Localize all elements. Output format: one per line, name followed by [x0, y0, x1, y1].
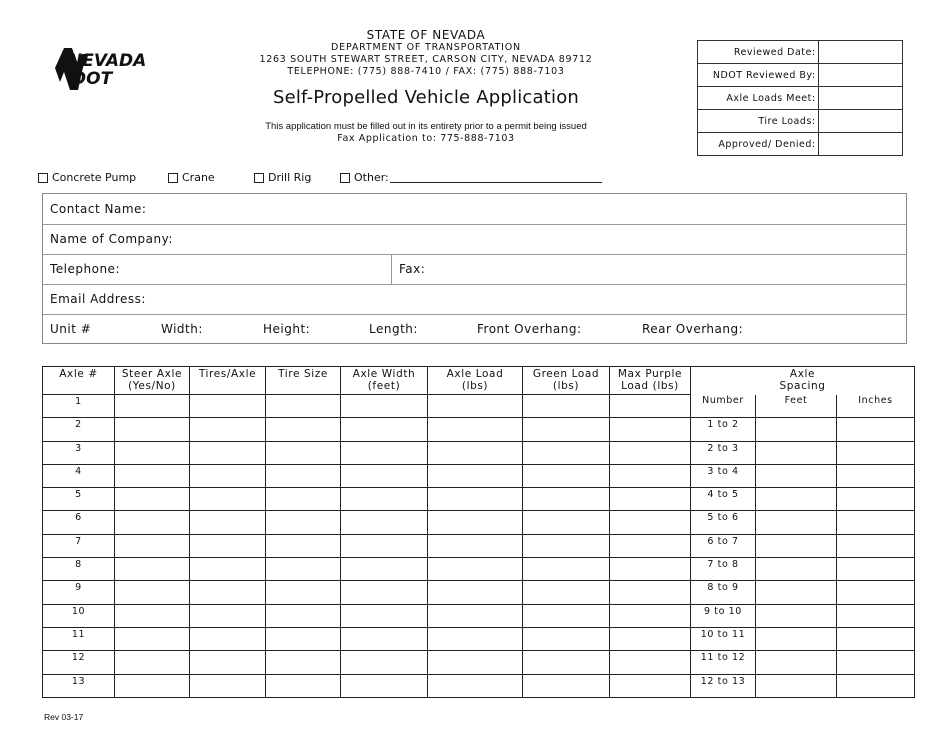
spacing-feet-header: Feet	[756, 395, 837, 418]
approved-denied-label: Approved/ Denied:	[698, 133, 819, 156]
tires-axle-cell[interactable]	[190, 418, 266, 441]
spacing-inches-cell[interactable]	[837, 488, 915, 511]
green-load-cell[interactable]	[523, 441, 610, 464]
page-title: Self-Propelled Vehicle Application	[272, 87, 580, 108]
department-heading: DEPARTMENT OF TRANSPORTATION	[331, 42, 521, 53]
header-axle-width-sub: (feet)	[367, 380, 401, 392]
axle-load-cell[interactable]	[428, 674, 523, 697]
email-label: Email Address:	[50, 292, 146, 306]
table-row	[43, 558, 915, 581]
spacing-inches-cell[interactable]	[837, 418, 915, 441]
company-name-row[interactable]	[43, 224, 906, 255]
axle-load-cell[interactable]	[428, 627, 523, 650]
max-purple-load-cell[interactable]	[610, 488, 691, 511]
axle-width-cell[interactable]	[341, 441, 428, 464]
drill-rig-label: Drill Rig	[268, 171, 312, 184]
header-steer-axle-text: Steer Axle	[121, 368, 183, 380]
axle-width-cell[interactable]	[341, 488, 428, 511]
spacing-inches-cell[interactable]	[837, 534, 915, 557]
approved-denied-field[interactable]	[818, 133, 902, 156]
spacing-feet-cell[interactable]	[756, 558, 837, 581]
header-axle-spacing-text: Axle	[789, 368, 816, 380]
axle-loads-meet-field[interactable]	[818, 87, 902, 110]
reviewed-date-label: Reviewed Date:	[698, 41, 819, 64]
header-axle-width-text: Axle Width	[352, 368, 416, 380]
tire-size-cell[interactable]	[266, 488, 341, 511]
tires-axle-cell[interactable]	[190, 441, 266, 464]
table-row	[43, 627, 915, 650]
steer-axle-cell[interactable]	[115, 441, 190, 464]
dimensions-row[interactable]	[43, 314, 906, 344]
spacing-feet-cell[interactable]	[756, 464, 837, 487]
header-axle-load	[428, 367, 523, 395]
axle-load-cell[interactable]	[428, 418, 523, 441]
steer-axle-cell[interactable]	[115, 674, 190, 697]
tire-size-cell[interactable]	[266, 464, 341, 487]
telephone-label: Telephone:	[50, 262, 120, 276]
max-purple-load-cell[interactable]	[610, 511, 691, 534]
axle-width-cell[interactable]	[341, 651, 428, 674]
axle-load-cell[interactable]	[428, 395, 523, 418]
header-max-purple-sub: Load (lbs)	[621, 380, 679, 392]
header-tires-axle-text: Tires/Axle	[198, 368, 257, 380]
axle-width-cell[interactable]	[341, 534, 428, 557]
spacing-inches-cell[interactable]	[837, 464, 915, 487]
crane-label: Crane	[182, 171, 215, 184]
table-row	[43, 604, 915, 627]
steer-axle-cell[interactable]	[115, 604, 190, 627]
spacing-number-cell: 7 to 8	[691, 558, 756, 581]
checkbox-concrete-pump[interactable]	[38, 171, 136, 184]
concrete-pump-label: Concrete Pump	[52, 171, 137, 184]
steer-axle-cell[interactable]	[115, 534, 190, 557]
spacing-feet-cell[interactable]	[756, 604, 837, 627]
axle-number-cell: 9	[43, 581, 115, 604]
axle-number-cell: 7	[43, 534, 115, 557]
axle-width-cell[interactable]	[341, 418, 428, 441]
header-green-load	[523, 367, 610, 395]
tire-size-cell[interactable]	[266, 674, 341, 697]
spacing-inches-cell[interactable]	[837, 627, 915, 650]
spacing-feet-cell[interactable]	[756, 674, 837, 697]
spacing-number-cell: 10 to 11	[691, 627, 756, 650]
max-purple-load-cell[interactable]	[610, 534, 691, 557]
tire-size-cell[interactable]	[266, 441, 341, 464]
axle-load-cell[interactable]	[428, 651, 523, 674]
max-purple-load-cell[interactable]	[610, 674, 691, 697]
header-axle-spacing-sub: Spacing	[779, 380, 826, 392]
checkbox-other[interactable]	[340, 171, 602, 184]
state-heading: STATE OF NEVADA	[366, 28, 486, 42]
tire-size-cell[interactable]	[266, 651, 341, 674]
axle-number-cell: 3	[43, 441, 115, 464]
header-axle-width	[341, 367, 428, 395]
header-green-load-text: Green Load	[532, 368, 600, 380]
steer-axle-cell[interactable]	[115, 511, 190, 534]
spacing-inches-cell[interactable]	[837, 581, 915, 604]
spacing-inches-header: Inches	[837, 395, 915, 418]
spacing-feet-cell[interactable]	[756, 651, 837, 674]
header-steer-axle	[115, 367, 190, 395]
spacing-inches-cell[interactable]	[837, 674, 915, 697]
contact-name-row[interactable]	[43, 194, 906, 225]
axle-width-cell[interactable]	[341, 581, 428, 604]
tire-size-cell[interactable]	[266, 581, 341, 604]
tires-axle-cell[interactable]	[190, 627, 266, 650]
spacing-feet-cell[interactable]	[756, 418, 837, 441]
green-load-cell[interactable]	[523, 488, 610, 511]
axle-load-cell[interactable]	[428, 441, 523, 464]
green-load-cell[interactable]	[523, 534, 610, 557]
tire-size-cell[interactable]	[266, 627, 341, 650]
company-name-label: Name of Company:	[50, 232, 173, 246]
tire-size-cell[interactable]	[266, 395, 341, 418]
height-label: Height:	[263, 322, 311, 336]
spacing-inches-cell[interactable]	[837, 511, 915, 534]
axle-load-cell[interactable]	[428, 464, 523, 487]
max-purple-load-cell[interactable]	[610, 418, 691, 441]
checkbox-icon[interactable]	[38, 173, 48, 183]
header-axle-number-text: Axle #	[59, 368, 98, 380]
spacing-number-cell: 9 to 10	[691, 604, 756, 627]
header-max-purple-load	[610, 367, 691, 395]
steer-axle-cell[interactable]	[115, 418, 190, 441]
axle-load-cell[interactable]	[428, 558, 523, 581]
spacing-number-cell: 11 to 12	[691, 651, 756, 674]
table-row	[43, 674, 915, 697]
green-load-cell[interactable]	[523, 511, 610, 534]
ndot-reviewed-by-field[interactable]	[818, 64, 902, 87]
spacing-number-header: Number	[691, 395, 756, 418]
review-box	[697, 40, 903, 156]
spacing-inches-cell[interactable]	[837, 604, 915, 627]
axle-load-cell[interactable]	[428, 534, 523, 557]
axle-loads-meet-label: Axle Loads Meet:	[698, 87, 819, 110]
spacing-feet-cell[interactable]	[756, 511, 837, 534]
checkbox-icon[interactable]	[254, 173, 264, 183]
tire-loads-label: Tire Loads:	[698, 110, 819, 133]
green-load-cell[interactable]	[523, 395, 610, 418]
applicant-info-box	[42, 193, 907, 344]
front-overhang-label: Front Overhang:	[477, 322, 582, 336]
max-purple-load-cell[interactable]	[610, 395, 691, 418]
spacing-inches-cell[interactable]	[837, 441, 915, 464]
table-row	[43, 488, 915, 511]
green-load-cell[interactable]	[523, 581, 610, 604]
steer-axle-cell[interactable]	[115, 464, 190, 487]
tire-size-cell[interactable]	[266, 604, 341, 627]
reviewed-date-field[interactable]	[818, 41, 902, 64]
logo-dot-text: DOT	[72, 69, 113, 89]
row-divider	[391, 254, 392, 284]
spacing-inches-cell[interactable]	[837, 651, 915, 674]
max-purple-load-cell[interactable]	[610, 581, 691, 604]
header-max-purple-text: Max Purple	[617, 368, 683, 380]
table-row	[43, 441, 915, 464]
fax-label: Fax:	[399, 262, 426, 276]
axle-width-cell[interactable]	[341, 395, 428, 418]
axle-number-cell: 11	[43, 627, 115, 650]
header-axle-number	[43, 367, 115, 395]
checkbox-drill-rig[interactable]	[254, 171, 311, 184]
table-row	[43, 511, 915, 534]
tires-axle-cell[interactable]	[190, 534, 266, 557]
tire-size-cell[interactable]	[266, 558, 341, 581]
ndot-reviewed-by-label: NDOT Reviewed By:	[698, 64, 819, 87]
axle-number-cell: 8	[43, 558, 115, 581]
tire-size-cell[interactable]	[266, 511, 341, 534]
tires-axle-cell[interactable]	[190, 604, 266, 627]
header-axle-spacing	[691, 367, 915, 395]
axle-number-cell: 13	[43, 674, 115, 697]
tires-axle-cell[interactable]	[190, 488, 266, 511]
axle-width-cell[interactable]	[341, 511, 428, 534]
checkbox-crane[interactable]	[168, 171, 215, 184]
header-axle-load-text: Axle Load	[446, 368, 504, 380]
axle-table	[42, 366, 915, 698]
steer-axle-cell[interactable]	[115, 395, 190, 418]
telephone-line: TELEPHONE: (775) 888-7410 / FAX: (775) 888-7103	[287, 66, 565, 77]
steer-axle-cell[interactable]	[115, 627, 190, 650]
revision-label: Rev 03-17	[44, 712, 84, 722]
length-label: Length:	[369, 322, 418, 336]
unit-label: Unit #	[50, 322, 92, 336]
nevada-dot-logo	[52, 46, 148, 92]
table-row	[43, 651, 915, 674]
spacing-feet-cell[interactable]	[756, 534, 837, 557]
spacing-number-cell: 5 to 6	[691, 511, 756, 534]
spacing-number-cell: 4 to 5	[691, 488, 756, 511]
tires-axle-cell[interactable]	[190, 651, 266, 674]
steer-axle-cell[interactable]	[115, 651, 190, 674]
checkbox-icon[interactable]	[340, 173, 350, 183]
axle-load-cell[interactable]	[428, 581, 523, 604]
fax-line: Fax Application to: 775-888-7103	[337, 133, 515, 144]
axle-width-cell[interactable]	[341, 674, 428, 697]
max-purple-load-cell[interactable]	[610, 464, 691, 487]
tires-axle-cell[interactable]	[190, 558, 266, 581]
axle-number-cell: 12	[43, 651, 115, 674]
axle-number-cell: 10	[43, 604, 115, 627]
spacing-feet-cell[interactable]	[756, 581, 837, 604]
other-label: Other:	[354, 171, 389, 184]
header-axle-load-sub: (lbs)	[461, 380, 489, 392]
axle-load-cell[interactable]	[428, 488, 523, 511]
logo-nevada-text: NEVADA	[68, 51, 147, 71]
tires-axle-cell[interactable]	[190, 581, 266, 604]
tire-size-cell[interactable]	[266, 418, 341, 441]
green-load-cell[interactable]	[523, 651, 610, 674]
max-purple-load-cell[interactable]	[610, 627, 691, 650]
address-line: 1263 SOUTH STEWART STREET, CARSON CITY, NEVADA 89712	[259, 54, 593, 65]
table-row	[43, 464, 915, 487]
axle-load-cell[interactable]	[428, 511, 523, 534]
tires-axle-cell[interactable]	[190, 511, 266, 534]
green-load-cell[interactable]	[523, 627, 610, 650]
green-load-cell[interactable]	[523, 604, 610, 627]
header-tire-size	[266, 367, 341, 395]
spacing-inches-cell[interactable]	[837, 558, 915, 581]
table-row	[43, 534, 915, 557]
spacing-number-cell: 8 to 9	[691, 581, 756, 604]
table-row	[43, 395, 915, 418]
axle-width-cell[interactable]	[341, 558, 428, 581]
axle-number-cell: 4	[43, 464, 115, 487]
tires-axle-cell[interactable]	[190, 464, 266, 487]
header-tires-axle	[190, 367, 266, 395]
checkbox-icon[interactable]	[168, 173, 178, 183]
header-tire-size-text: Tire Size	[278, 368, 328, 380]
axle-number-cell: 2	[43, 418, 115, 441]
axle-number-cell: 6	[43, 511, 115, 534]
spacing-feet-cell[interactable]	[756, 627, 837, 650]
green-load-cell[interactable]	[523, 464, 610, 487]
axle-width-cell[interactable]	[341, 627, 428, 650]
max-purple-load-cell[interactable]	[610, 558, 691, 581]
other-input-line[interactable]	[390, 172, 602, 183]
header-steer-axle-sub: (Yes/No)	[128, 380, 176, 392]
instruction-note: This application must be filled out in its entirety prior to a permit being issued	[265, 121, 587, 132]
tire-size-cell[interactable]	[266, 534, 341, 557]
telephone-fax-row[interactable]	[43, 254, 906, 285]
axle-number-cell: 5	[43, 488, 115, 511]
spacing-number-cell: 1 to 2	[691, 418, 756, 441]
axle-width-cell[interactable]	[341, 464, 428, 487]
max-purple-load-cell[interactable]	[610, 651, 691, 674]
steer-axle-cell[interactable]	[115, 581, 190, 604]
spacing-feet-cell[interactable]	[756, 441, 837, 464]
email-row[interactable]	[43, 284, 906, 315]
steer-axle-cell[interactable]	[115, 488, 190, 511]
green-load-cell[interactable]	[523, 558, 610, 581]
spacing-number-cell: 12 to 13	[691, 674, 756, 697]
max-purple-load-cell[interactable]	[610, 604, 691, 627]
max-purple-load-cell[interactable]	[610, 441, 691, 464]
width-label: Width:	[161, 322, 203, 336]
spacing-feet-cell[interactable]	[756, 488, 837, 511]
green-load-cell[interactable]	[523, 418, 610, 441]
tires-axle-cell[interactable]	[190, 674, 266, 697]
steer-axle-cell[interactable]	[115, 558, 190, 581]
header-green-load-sub: (lbs)	[552, 380, 580, 392]
rear-overhang-label: Rear Overhang:	[642, 322, 744, 336]
green-load-cell[interactable]	[523, 674, 610, 697]
spacing-number-cell: 3 to 4	[691, 464, 756, 487]
axle-width-cell[interactable]	[341, 604, 428, 627]
contact-name-label: Contact Name:	[50, 202, 147, 216]
spacing-number-cell: 2 to 3	[691, 441, 756, 464]
axle-number-cell: 1	[43, 395, 115, 418]
axle-load-cell[interactable]	[428, 604, 523, 627]
tire-loads-field[interactable]	[818, 110, 902, 133]
table-row	[43, 418, 915, 441]
table-row	[43, 581, 915, 604]
spacing-number-cell: 6 to 7	[691, 534, 756, 557]
tires-axle-cell[interactable]	[190, 395, 266, 418]
